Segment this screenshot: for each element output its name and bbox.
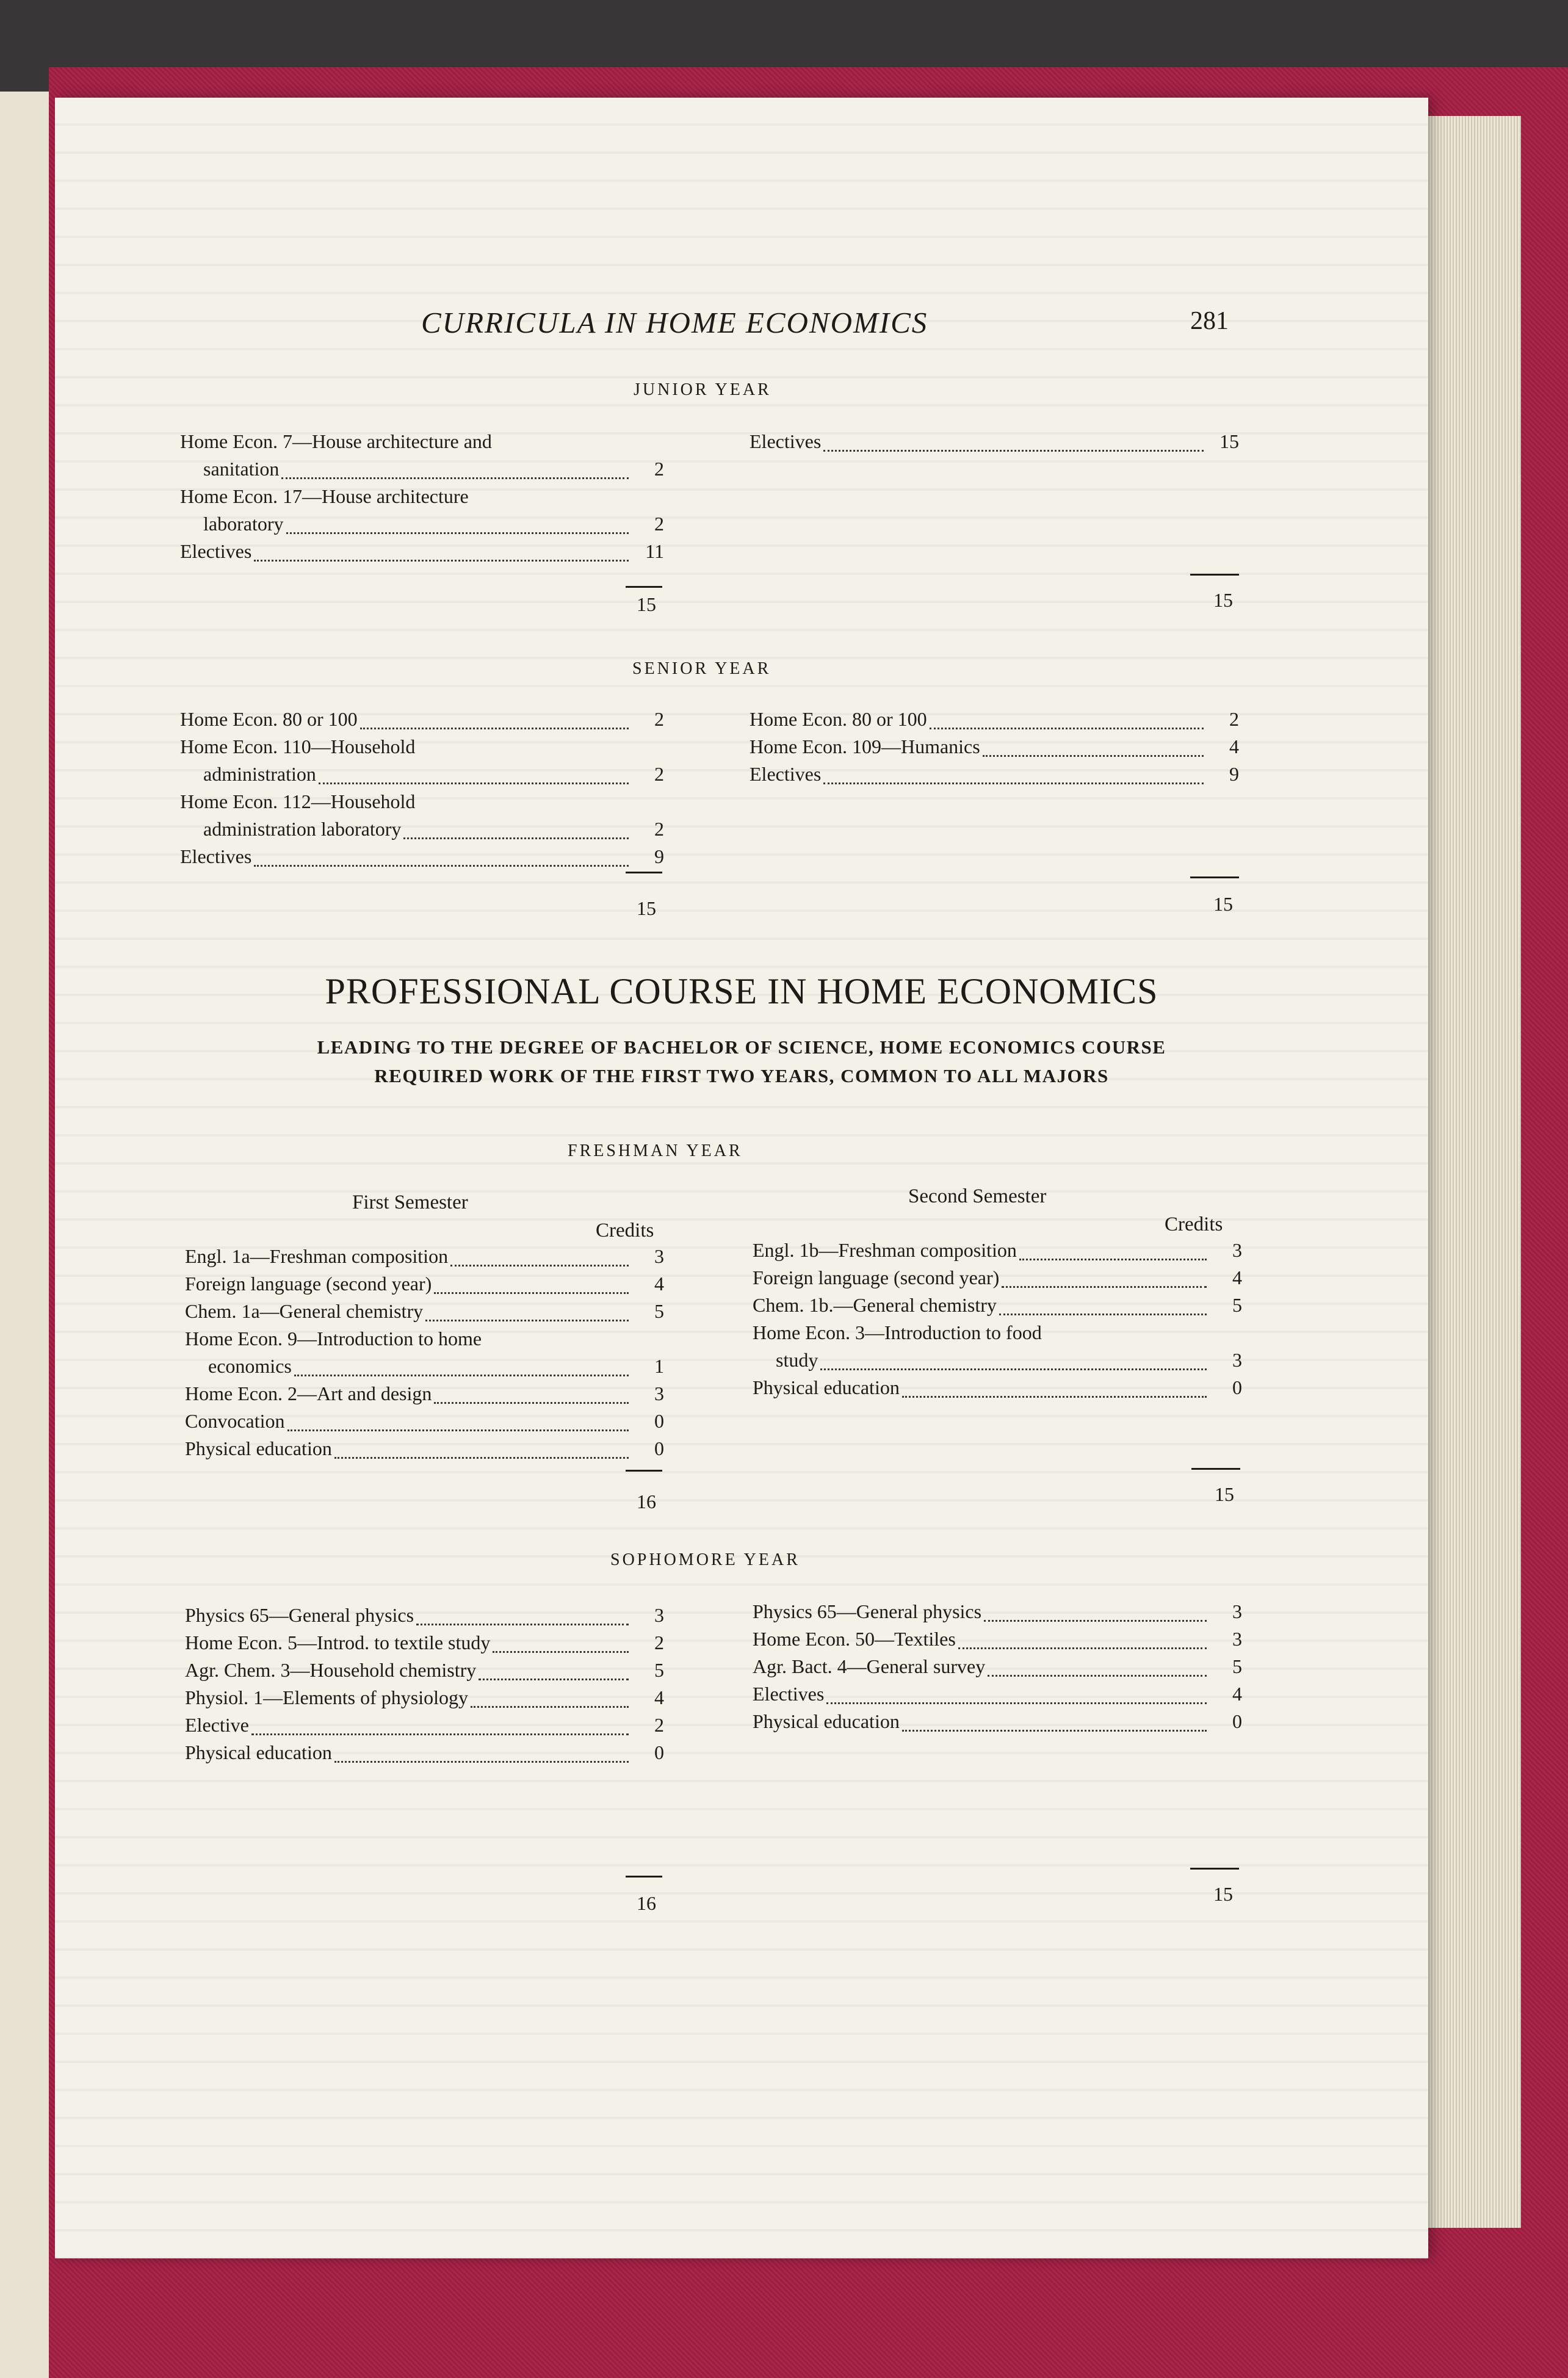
sophomore-right-dot-leader — [958, 1647, 1207, 1649]
second-semester-heading: Second Semester — [908, 1185, 1047, 1207]
freshman-right-dot-leader — [902, 1396, 1207, 1398]
freshman-left-course-label: Physical education — [185, 1437, 332, 1459]
freshman-year-heading: FRESHMAN YEAR — [568, 1141, 743, 1160]
sophomore-left-credit-value: 0 — [654, 1741, 664, 1763]
sophomore-left-course-label: Physical education — [185, 1741, 332, 1763]
senior-right-course-label: Electives — [750, 763, 822, 785]
sophomore-left-dot-leader — [471, 1706, 629, 1708]
sophomore-left-credit-value: 2 — [654, 1632, 664, 1653]
sophomore-right-row — [753, 1628, 1242, 1655]
senior-year-heading: SENIOR YEAR — [632, 659, 771, 678]
freshman-right-dot-leader — [1002, 1286, 1207, 1288]
junior-left-course-label: sanitation — [203, 458, 280, 480]
junior-left-total: 15 — [637, 593, 656, 615]
junior-right-sum-rule — [1190, 574, 1239, 576]
sophomore-left-row — [185, 1714, 664, 1741]
freshman-left-dot-leader — [425, 1320, 629, 1321]
senior-left-course-label: administration laboratory — [203, 818, 402, 840]
sophomore-right-dot-leader — [826, 1702, 1207, 1704]
freshman-left-credit-value: 3 — [654, 1245, 664, 1267]
sophomore-right-credit-value: 3 — [1232, 1628, 1242, 1650]
sophomore-right-sum-rule — [1190, 1868, 1239, 1870]
senior-right-total: 15 — [1213, 893, 1233, 915]
freshman-right-course-label: Chem. 1b.—General chemistry — [753, 1294, 997, 1316]
senior-left-credit-value: 2 — [654, 818, 664, 840]
freshman-left-course-label: Foreign language (second year) — [185, 1273, 432, 1295]
sophomore-right-course-label: Physical education — [753, 1710, 900, 1732]
sophomore-right-dot-leader — [984, 1620, 1207, 1622]
freshman-left-row — [185, 1273, 664, 1300]
sophomore-right-course-label: Agr. Bact. 4—General survey — [753, 1655, 986, 1677]
freshman-right-sum-rule — [1191, 1468, 1240, 1470]
junior-left-credit-value: 11 — [645, 540, 664, 562]
senior-left-dot-leader — [360, 728, 629, 729]
freshman-right-course-label: Home Econ. 3—Introduction to food — [753, 1321, 1042, 1343]
sophomore-right-dot-leader — [902, 1730, 1207, 1732]
page-number: 281 — [1190, 307, 1229, 335]
junior-right-dot-leader — [823, 450, 1204, 452]
freshman-left-credit-value: 0 — [654, 1437, 664, 1459]
senior-left-dot-leader — [254, 865, 629, 867]
sophomore-right-row — [753, 1683, 1242, 1710]
freshman-right-total: 15 — [1215, 1483, 1234, 1505]
senior-right-row — [750, 735, 1239, 763]
senior-left-row — [203, 818, 664, 845]
senior-left-row — [203, 763, 664, 790]
section-subtitle-2: REQUIRED WORK OF THE FIRST TWO YEARS, COMMON TO ALL MAJORS — [374, 1065, 1109, 1086]
first-semester-credits-heading: Credits — [596, 1220, 654, 1241]
freshman-right-credit-value: 5 — [1232, 1294, 1242, 1316]
sophomore-left-dot-leader — [334, 1761, 629, 1763]
sophomore-right-credit-value: 4 — [1232, 1683, 1242, 1705]
senior-left-row — [180, 845, 664, 873]
sophomore-left-dot-leader — [416, 1624, 629, 1625]
sophomore-right-credit-value: 3 — [1232, 1600, 1242, 1622]
freshman-right-course-label: Foreign language (second year) — [753, 1267, 1000, 1288]
freshman-left-dot-leader — [334, 1457, 629, 1459]
running-title: CURRICULA IN HOME ECONOMICS — [421, 306, 928, 339]
junior-right-row — [750, 430, 1239, 458]
freshman-left-dot-leader — [434, 1402, 629, 1404]
senior-right-row — [750, 763, 1239, 790]
sophomore-left-row — [185, 1632, 664, 1659]
sophomore-left-dot-leader — [251, 1733, 629, 1735]
sophomore-left-row — [185, 1741, 664, 1769]
senior-left-total: 15 — [637, 897, 656, 919]
freshman-left-dot-leader — [434, 1292, 629, 1294]
freshman-left-credit-value: 5 — [654, 1300, 664, 1322]
junior-left-credit-value: 2 — [654, 458, 664, 480]
freshman-left-course-label: Home Econ. 9—Introduction to home — [185, 1328, 482, 1350]
sophomore-right-dot-leader — [988, 1675, 1207, 1677]
first-semester-heading: First Semester — [352, 1191, 468, 1213]
senior-right-credit-value: 4 — [1229, 735, 1239, 757]
freshman-left-dot-leader — [287, 1429, 629, 1431]
sophomore-right-row — [753, 1655, 1242, 1683]
sophomore-right-row — [753, 1600, 1242, 1628]
freshman-left-credit-value: 4 — [654, 1273, 664, 1295]
freshman-right-dot-leader — [1019, 1259, 1207, 1260]
book-page — [55, 98, 1428, 2258]
senior-right-course-label: Home Econ. 80 or 100 — [750, 708, 927, 730]
sophomore-left-dot-leader — [493, 1651, 629, 1653]
freshman-left-course-label: Home Econ. 2—Art and design — [185, 1382, 432, 1404]
sophomore-left-credit-value: 2 — [654, 1714, 664, 1736]
senior-right-sum-rule — [1190, 876, 1239, 878]
senior-left-sum-rule — [626, 872, 662, 873]
freshman-right-course-label: study — [776, 1349, 818, 1371]
freshman-left-course-label: Engl. 1a—Freshman composition — [185, 1245, 449, 1267]
sophomore-left-course-label: Elective — [185, 1714, 249, 1736]
senior-left-credit-value: 2 — [654, 708, 664, 730]
sophomore-left-course-label: Agr. Chem. 3—Household chemistry — [185, 1659, 477, 1681]
sophomore-left-course-label: Home Econ. 5—Introd. to textile study — [185, 1632, 491, 1653]
sophomore-left-course-label: Physics 65—General physics — [185, 1604, 414, 1626]
senior-right-dot-leader — [823, 782, 1204, 784]
sophomore-left-credit-value: 4 — [654, 1686, 664, 1708]
junior-left-row — [180, 430, 664, 458]
sophomore-right-total: 15 — [1213, 1883, 1233, 1905]
freshman-left-credit-value: 3 — [654, 1382, 664, 1404]
freshman-right-row — [753, 1294, 1242, 1321]
page-stack-edges — [1422, 116, 1521, 2228]
junior-left-row — [203, 513, 664, 540]
sophomore-year-heading: SOPHOMORE YEAR — [610, 1550, 800, 1569]
freshman-left-credit-value: 0 — [654, 1410, 664, 1432]
sophomore-left-row — [185, 1604, 664, 1632]
freshman-right-course-label: Physical education — [753, 1376, 900, 1398]
senior-left-course-label: administration — [203, 763, 316, 785]
sophomore-left-dot-leader — [479, 1679, 629, 1680]
sophomore-left-row — [185, 1659, 664, 1686]
freshman-left-row — [185, 1382, 664, 1410]
freshman-left-dot-leader — [294, 1375, 629, 1376]
junior-left-row — [180, 540, 664, 568]
senior-right-row — [750, 708, 1239, 735]
freshman-left-row — [208, 1355, 664, 1382]
freshman-right-row — [776, 1349, 1242, 1376]
junior-left-dot-leader — [286, 532, 629, 534]
show-through-texture — [55, 98, 1428, 2258]
freshman-left-dot-leader — [450, 1265, 629, 1267]
senior-left-row — [180, 735, 664, 763]
freshman-left-row — [185, 1245, 664, 1273]
freshman-left-credit-value: 1 — [654, 1355, 664, 1377]
junior-year-heading: JUNIOR YEAR — [634, 380, 771, 399]
sophomore-left-course-label: Physiol. 1—Elements of physiology — [185, 1686, 468, 1708]
senior-right-dot-leader — [983, 755, 1204, 757]
sophomore-right-course-label: Electives — [753, 1683, 825, 1705]
senior-left-row — [180, 708, 664, 735]
freshman-right-dot-leader — [999, 1314, 1207, 1315]
sophomore-left-credit-value: 5 — [654, 1659, 664, 1681]
junior-left-row — [203, 458, 664, 485]
sophomore-left-total: 16 — [637, 1892, 656, 1914]
junior-left-course-label: Electives — [180, 540, 252, 562]
freshman-right-credit-value: 3 — [1232, 1239, 1242, 1261]
freshman-left-course-label: Convocation — [185, 1410, 285, 1432]
freshman-left-row — [185, 1328, 664, 1355]
second-semester-credits-heading: Credits — [1165, 1213, 1223, 1235]
freshman-left-row — [185, 1437, 664, 1465]
junior-left-course-label: Home Econ. 17—House architecture — [180, 485, 469, 507]
senior-left-credit-value: 2 — [654, 763, 664, 785]
senior-right-credit-value: 9 — [1229, 763, 1239, 785]
freshman-right-row — [753, 1321, 1242, 1349]
freshman-left-total: 16 — [637, 1491, 656, 1512]
junior-left-credit-value: 2 — [654, 513, 664, 535]
junior-left-dot-leader — [254, 560, 629, 562]
junior-left-row — [180, 485, 664, 513]
sophomore-right-row — [753, 1710, 1242, 1738]
senior-right-credit-value: 2 — [1229, 708, 1239, 730]
junior-left-course-label: Home Econ. 7—House architecture and — [180, 430, 492, 452]
junior-right-credit-value: 15 — [1219, 430, 1239, 452]
sophomore-left-sum-rule — [626, 1876, 662, 1877]
junior-left-dot-leader — [281, 477, 629, 479]
senior-left-row — [180, 790, 664, 818]
senior-left-course-label: Home Econ. 112—Household — [180, 790, 416, 812]
freshman-left-course-label: economics — [208, 1355, 292, 1377]
freshman-right-row — [753, 1267, 1242, 1294]
sophomore-left-credit-value: 3 — [654, 1604, 664, 1626]
freshman-left-course-label: Chem. 1a—General chemistry — [185, 1300, 424, 1322]
freshman-left-row — [185, 1300, 664, 1328]
senior-left-course-label: Electives — [180, 845, 252, 867]
freshman-right-credit-value: 4 — [1232, 1267, 1242, 1288]
sophomore-right-course-label: Physics 65—General physics — [753, 1600, 982, 1622]
freshman-right-row — [753, 1239, 1242, 1267]
senior-left-credit-value: 9 — [654, 845, 664, 867]
senior-left-course-label: Home Econ. 80 or 100 — [180, 708, 358, 730]
senior-right-course-label: Home Econ. 109—Humanics — [750, 735, 980, 757]
sophomore-right-credit-value: 0 — [1232, 1710, 1242, 1732]
section-subtitle-1: LEADING TO THE DEGREE OF BACHELOR OF SCIENCE, HOME ECONOMICS COURSE — [317, 1036, 1166, 1058]
senior-left-dot-leader — [319, 782, 629, 784]
freshman-right-credit-value: 0 — [1232, 1376, 1242, 1398]
freshman-right-course-label: Engl. 1b—Freshman composition — [753, 1239, 1017, 1261]
senior-left-course-label: Home Econ. 110—Household — [180, 735, 416, 757]
junior-right-course-label: Electives — [750, 430, 822, 452]
freshman-right-dot-leader — [820, 1368, 1207, 1370]
junior-left-course-label: laboratory — [203, 513, 284, 535]
section-title: PROFESSIONAL COURSE IN HOME ECONOMICS — [325, 971, 1158, 1011]
freshman-left-sum-rule — [626, 1470, 662, 1472]
junior-left-sum-rule — [626, 586, 662, 588]
sophomore-left-row — [185, 1686, 664, 1714]
senior-right-dot-leader — [930, 728, 1204, 729]
sophomore-right-credit-value: 5 — [1232, 1655, 1242, 1677]
freshman-right-credit-value: 3 — [1232, 1349, 1242, 1371]
sophomore-right-course-label: Home Econ. 50—Textiles — [753, 1628, 956, 1650]
senior-left-dot-leader — [403, 837, 629, 839]
freshman-left-row — [185, 1410, 664, 1437]
freshman-right-row — [753, 1376, 1242, 1404]
junior-right-total: 15 — [1213, 589, 1233, 611]
